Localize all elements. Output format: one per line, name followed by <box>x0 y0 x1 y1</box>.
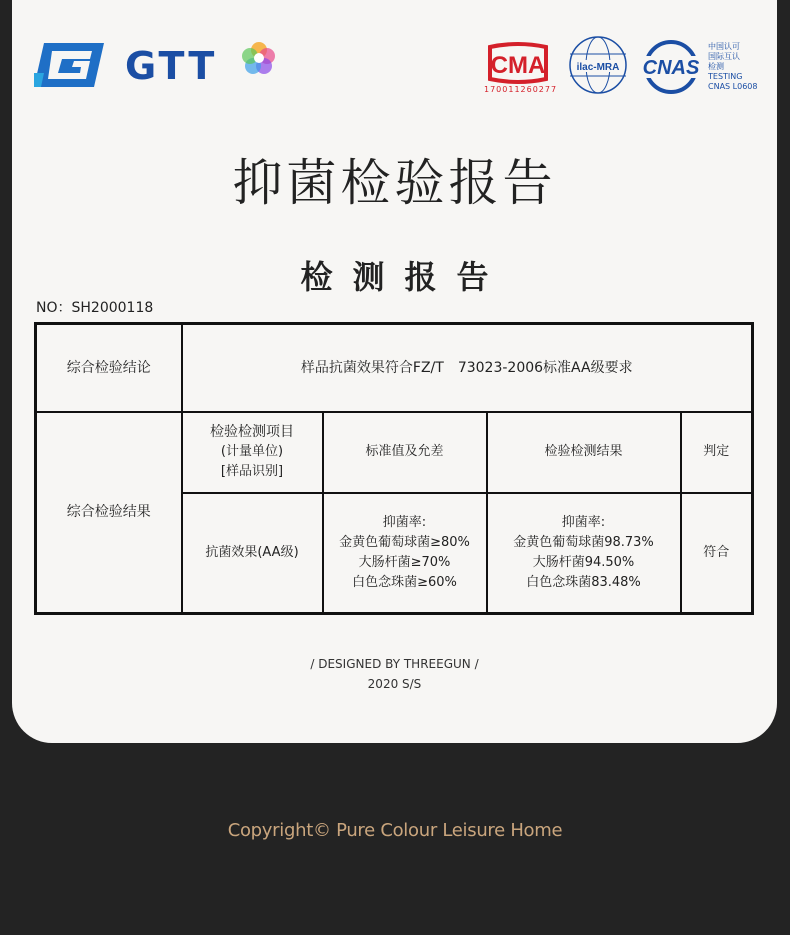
designed-by: / DESIGNED BY THREEGUN / <box>310 657 479 671</box>
row-result-line: 大肠杆菌94.50% <box>532 554 635 570</box>
cnas-caption-line: 检测 <box>708 62 724 71</box>
row-result-line: 抑菌率: <box>561 514 606 530</box>
conclusion-label: 综合检验结论 <box>36 324 182 412</box>
header-item <box>182 412 323 493</box>
row-standard <box>323 493 487 614</box>
row-result-line: 金黄色葡萄球菌98.73% <box>513 534 654 550</box>
report-subtitle: 检测报告 <box>300 258 509 296</box>
row-result-line: 白色念珠菌83.48% <box>526 574 641 590</box>
cnas-caption-line: 国际互认 <box>708 52 740 61</box>
header-item-line: (计量单位) <box>220 444 284 459</box>
ilac-mra-logo-icon <box>568 34 628 96</box>
conclusion-row <box>36 324 753 412</box>
header-standard: 标准值及允差 <box>323 412 487 493</box>
header-result: 检验检测结果 <box>487 412 681 493</box>
header-judgement: 判定 <box>681 412 753 493</box>
report-table <box>34 322 754 615</box>
report-title: 抑菌检验报告 <box>232 154 557 212</box>
cnas-logo-icon <box>639 40 707 94</box>
report-card <box>12 0 777 743</box>
cnas-caption-line: CNAS L0608 <box>708 82 758 91</box>
header-item-line: 检验检测项目 <box>210 424 294 440</box>
row-result <box>487 493 681 614</box>
conclusion-value: 样品抗菌效果符合FZ/T 73023-2006标准AA级要求 <box>182 324 753 412</box>
cnas-caption-line: TESTING <box>708 72 743 81</box>
row-item: 抗菌效果(AA级) <box>182 493 323 614</box>
svg-text:CMA: CMA <box>490 52 546 79</box>
row-standard-line: 抑菌率: <box>382 514 427 530</box>
row-standard-line: 金黄色葡萄球菌≥80% <box>339 534 470 550</box>
row-standard-line: 白色念珠菌≥60% <box>352 574 457 590</box>
cma-number: 170011260277 <box>484 85 558 94</box>
cnas-caption-line: 中国认可 <box>708 42 740 51</box>
cnas-caption <box>708 42 768 92</box>
result-label: 综合检验结果 <box>36 412 182 614</box>
report-number: NO：SH2000118 <box>36 300 154 316</box>
svg-text:ilac-MRA: ilac-MRA <box>576 62 620 73</box>
gtt-flower-icon <box>242 41 276 75</box>
brand-name: GTT <box>125 44 218 88</box>
design-credit <box>12 654 777 694</box>
season: 2020 S/S <box>367 677 422 691</box>
row-judgement: 符合 <box>681 493 753 614</box>
header-item-line: [样品识别] <box>220 464 284 479</box>
row-standard-line: 大肠杆菌≥70% <box>358 554 451 570</box>
gtt-logo-icon <box>34 43 104 87</box>
header-row <box>36 412 753 493</box>
svg-text:CNAS: CNAS <box>642 57 700 79</box>
copyright-text: Copyright© Pure Colour Leisure Home <box>227 820 563 841</box>
